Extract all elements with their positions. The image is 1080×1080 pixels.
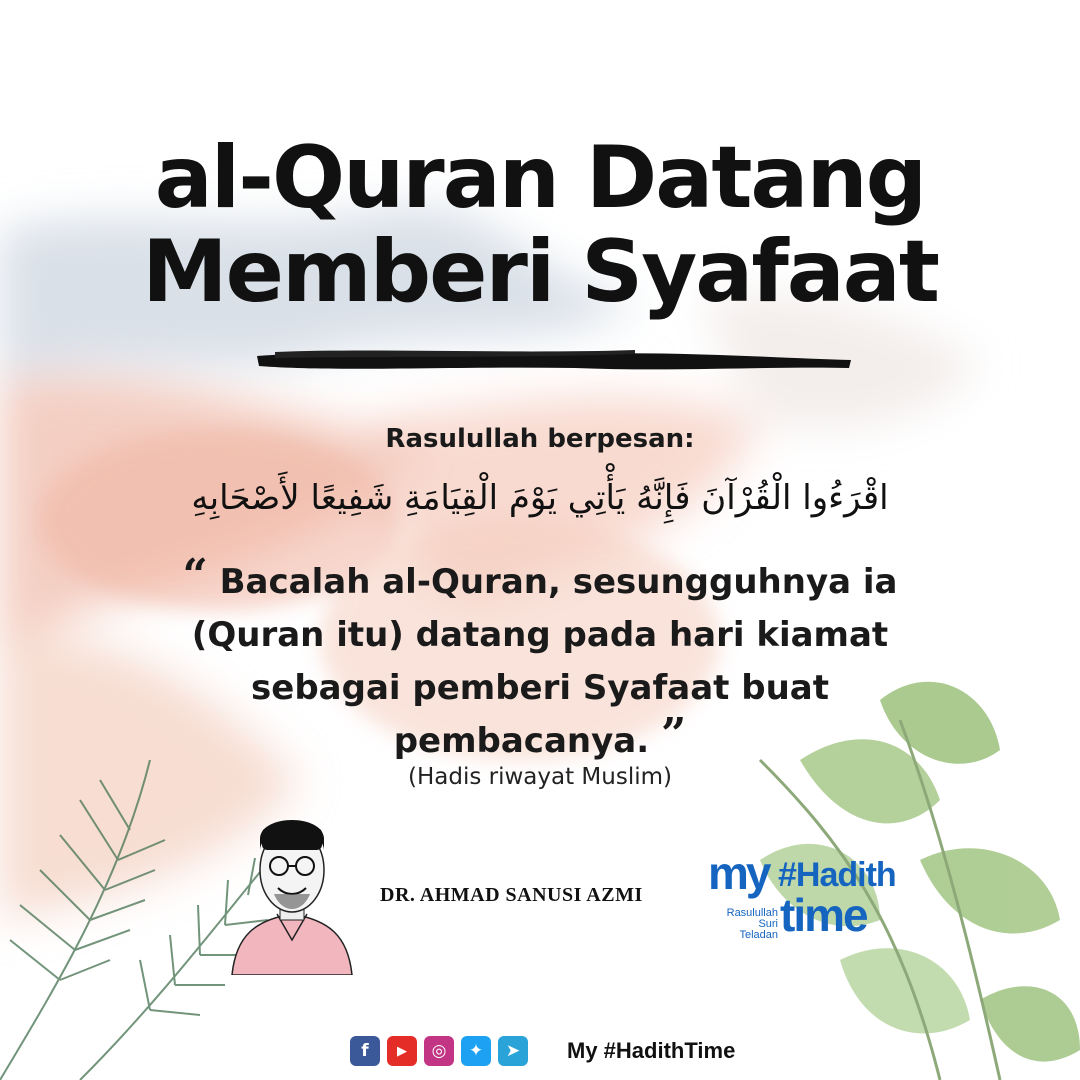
- facebook-icon[interactable]: f: [350, 1036, 380, 1066]
- social-links: [350, 1036, 528, 1066]
- logo-tagline-line: Rasulullah: [726, 907, 778, 919]
- logo-my: my: [708, 847, 769, 899]
- twitter-icon[interactable]: ✦: [461, 1036, 491, 1066]
- title-line-1: al-Quran Datang: [154, 128, 926, 228]
- brush-stroke-divider: [255, 344, 855, 384]
- author-portrait: [222, 810, 362, 975]
- quote-line: sebagai pemberi Syafaat buat: [251, 668, 829, 708]
- quote-line: pembacanya.: [393, 721, 650, 761]
- hadith-time-logo: [708, 847, 928, 947]
- title-line-2: Memberi Syafaat: [142, 222, 938, 322]
- logo-tagline: [714, 908, 778, 941]
- intro-text: Rasulullah berpesan:: [385, 424, 695, 454]
- social-handle: My #HadithTime: [567, 1038, 736, 1063]
- instagram-icon[interactable]: ◎: [424, 1036, 454, 1066]
- logo-tagline-line: Suri: [758, 918, 778, 930]
- youtube-icon[interactable]: ▶: [387, 1036, 417, 1066]
- logo-time: time: [780, 889, 867, 941]
- telegram-icon[interactable]: ➤: [498, 1036, 528, 1066]
- hadith-quote: [130, 550, 950, 768]
- quote-line: (Quran itu) datang pada hari kiamat: [191, 615, 889, 655]
- author-name: DR. AHMAD SANUSI AZMI: [380, 884, 643, 906]
- quote-line: Bacalah al-Quran, sesungguhnya ia: [219, 562, 898, 602]
- arabic-hadith: اقْرَءُوا الْقُرْآنَ فَإِنَّهُ يَأْتِي يَوْمَ الْقِيَامَةِ شَفِيعًا لأَصْحَابِهِ: [191, 478, 889, 518]
- close-quote-mark: ”: [660, 709, 687, 760]
- logo-hadith: #Hadith: [778, 856, 896, 894]
- hadith-source: (Hadis riwayat Muslim): [408, 764, 672, 790]
- logo-tagline-line: Teladan: [739, 929, 778, 941]
- open-quote-mark: “: [182, 550, 208, 601]
